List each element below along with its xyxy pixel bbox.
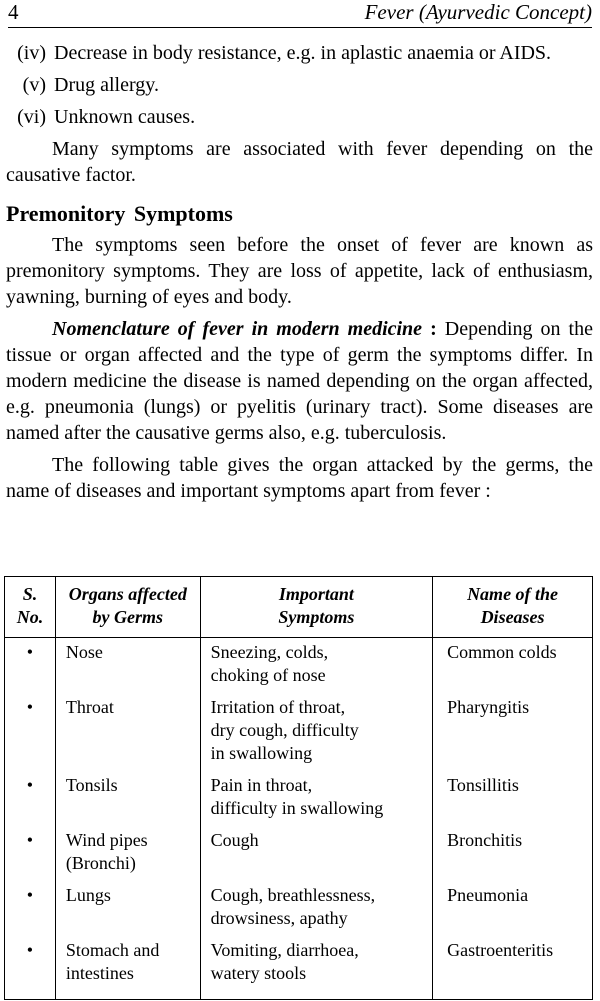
row-symptoms: Irritation of throat, dry cough, difficulty in swallowing <box>200 693 432 771</box>
row-bullet: • <box>5 693 56 771</box>
row-symptoms: Cough, breathlessness, drowsiness, apathy <box>200 881 432 936</box>
row-organ: Nose <box>55 638 200 694</box>
row-symptoms: Vomiting, diarrhoea, watery stools <box>200 936 432 1000</box>
nomenclature-separator: : <box>422 318 445 340</box>
header-sno: S. No. <box>5 577 56 638</box>
paragraph-causative: Many symptoms are associated with fever depending on the causative factor. <box>6 138 593 186</box>
row-bullet: • <box>5 936 56 1000</box>
row-bullet: • <box>5 881 56 936</box>
paragraph-nomenclature <box>6 316 593 446</box>
row-disease: Pneumonia <box>433 881 593 936</box>
row-organ: Tonsils <box>55 771 200 826</box>
organ-disease-table <box>4 576 593 1000</box>
row-disease: Pharyngitis <box>433 693 593 771</box>
header-rule <box>8 27 592 28</box>
section-heading: Premonitory Symptoms <box>6 201 233 226</box>
row-disease: Gastroenteritis <box>433 936 593 1000</box>
row-bullet: • <box>5 771 56 826</box>
header-disease: Name of the Diseases <box>433 577 593 638</box>
table-row <box>5 826 593 881</box>
list-item <box>6 72 593 98</box>
list-item-text: Decrease in body resistance, e.g. in aplastic anaemia or AIDS. <box>54 42 552 64</box>
list-item-text: Drug allergy. <box>54 74 159 96</box>
table-header-row <box>5 577 593 638</box>
page-body <box>6 40 593 504</box>
running-header <box>8 0 592 26</box>
row-disease: Bronchitis <box>433 826 593 881</box>
row-symptoms: Cough <box>200 826 432 881</box>
list-item-number: (iv) <box>17 42 46 64</box>
row-organ: Throat <box>55 693 200 771</box>
table-row <box>5 693 593 771</box>
header-symptoms: Important Symptoms <box>200 577 432 638</box>
list-item-number: (vi) <box>17 106 46 128</box>
table-row <box>5 771 593 826</box>
page-number: 4 <box>8 0 19 24</box>
row-bullet: • <box>5 826 56 881</box>
row-bullet: • <box>5 638 56 694</box>
row-symptoms: Sneezing, colds, choking of nose <box>200 638 432 694</box>
list-item-number: (v) <box>22 74 46 96</box>
row-organ: Wind pipes (Bronchi) <box>55 826 200 881</box>
table-row <box>5 638 593 694</box>
row-disease: Tonsillitis <box>433 771 593 826</box>
running-title: Fever (Ayurvedic Concept) <box>364 0 592 24</box>
list-item-text: Unknown causes. <box>54 106 196 128</box>
nomenclature-lead: Nomenclature of fever in modern medicine <box>52 318 423 340</box>
table-row <box>5 936 593 1000</box>
row-organ: Stomach and intestines <box>55 936 200 1000</box>
row-disease: Common colds <box>433 638 593 694</box>
row-organ: Lungs <box>55 881 200 936</box>
list-item <box>6 40 593 66</box>
nomenclature-text: Depending on the tissue or organ affected and the type of germ the symptoms differ. In modern medicine the disease is named depending on the organ affected, e.g. pneumonia (lungs) or pyelitis (urinary tract). Some diseases are named after the causative germs also, e.g. tuberculosis. <box>6 318 593 444</box>
list-item <box>6 104 593 130</box>
row-symptoms: Pain in throat, difficulty in swallowing <box>200 771 432 826</box>
paragraph-table-intro: The following table gives the organ attacked by the germs, the name of diseases and important symptoms apart from fever : <box>6 454 593 502</box>
header-organs: Organs affected by Germs <box>55 577 200 638</box>
paragraph-premonitory: The symptoms seen before the onset of fever are known as premonitory symptoms. They are loss of appetite, lack of enthusiasm, yawning, burning of eyes and body. <box>6 234 593 308</box>
table-row <box>5 881 593 936</box>
